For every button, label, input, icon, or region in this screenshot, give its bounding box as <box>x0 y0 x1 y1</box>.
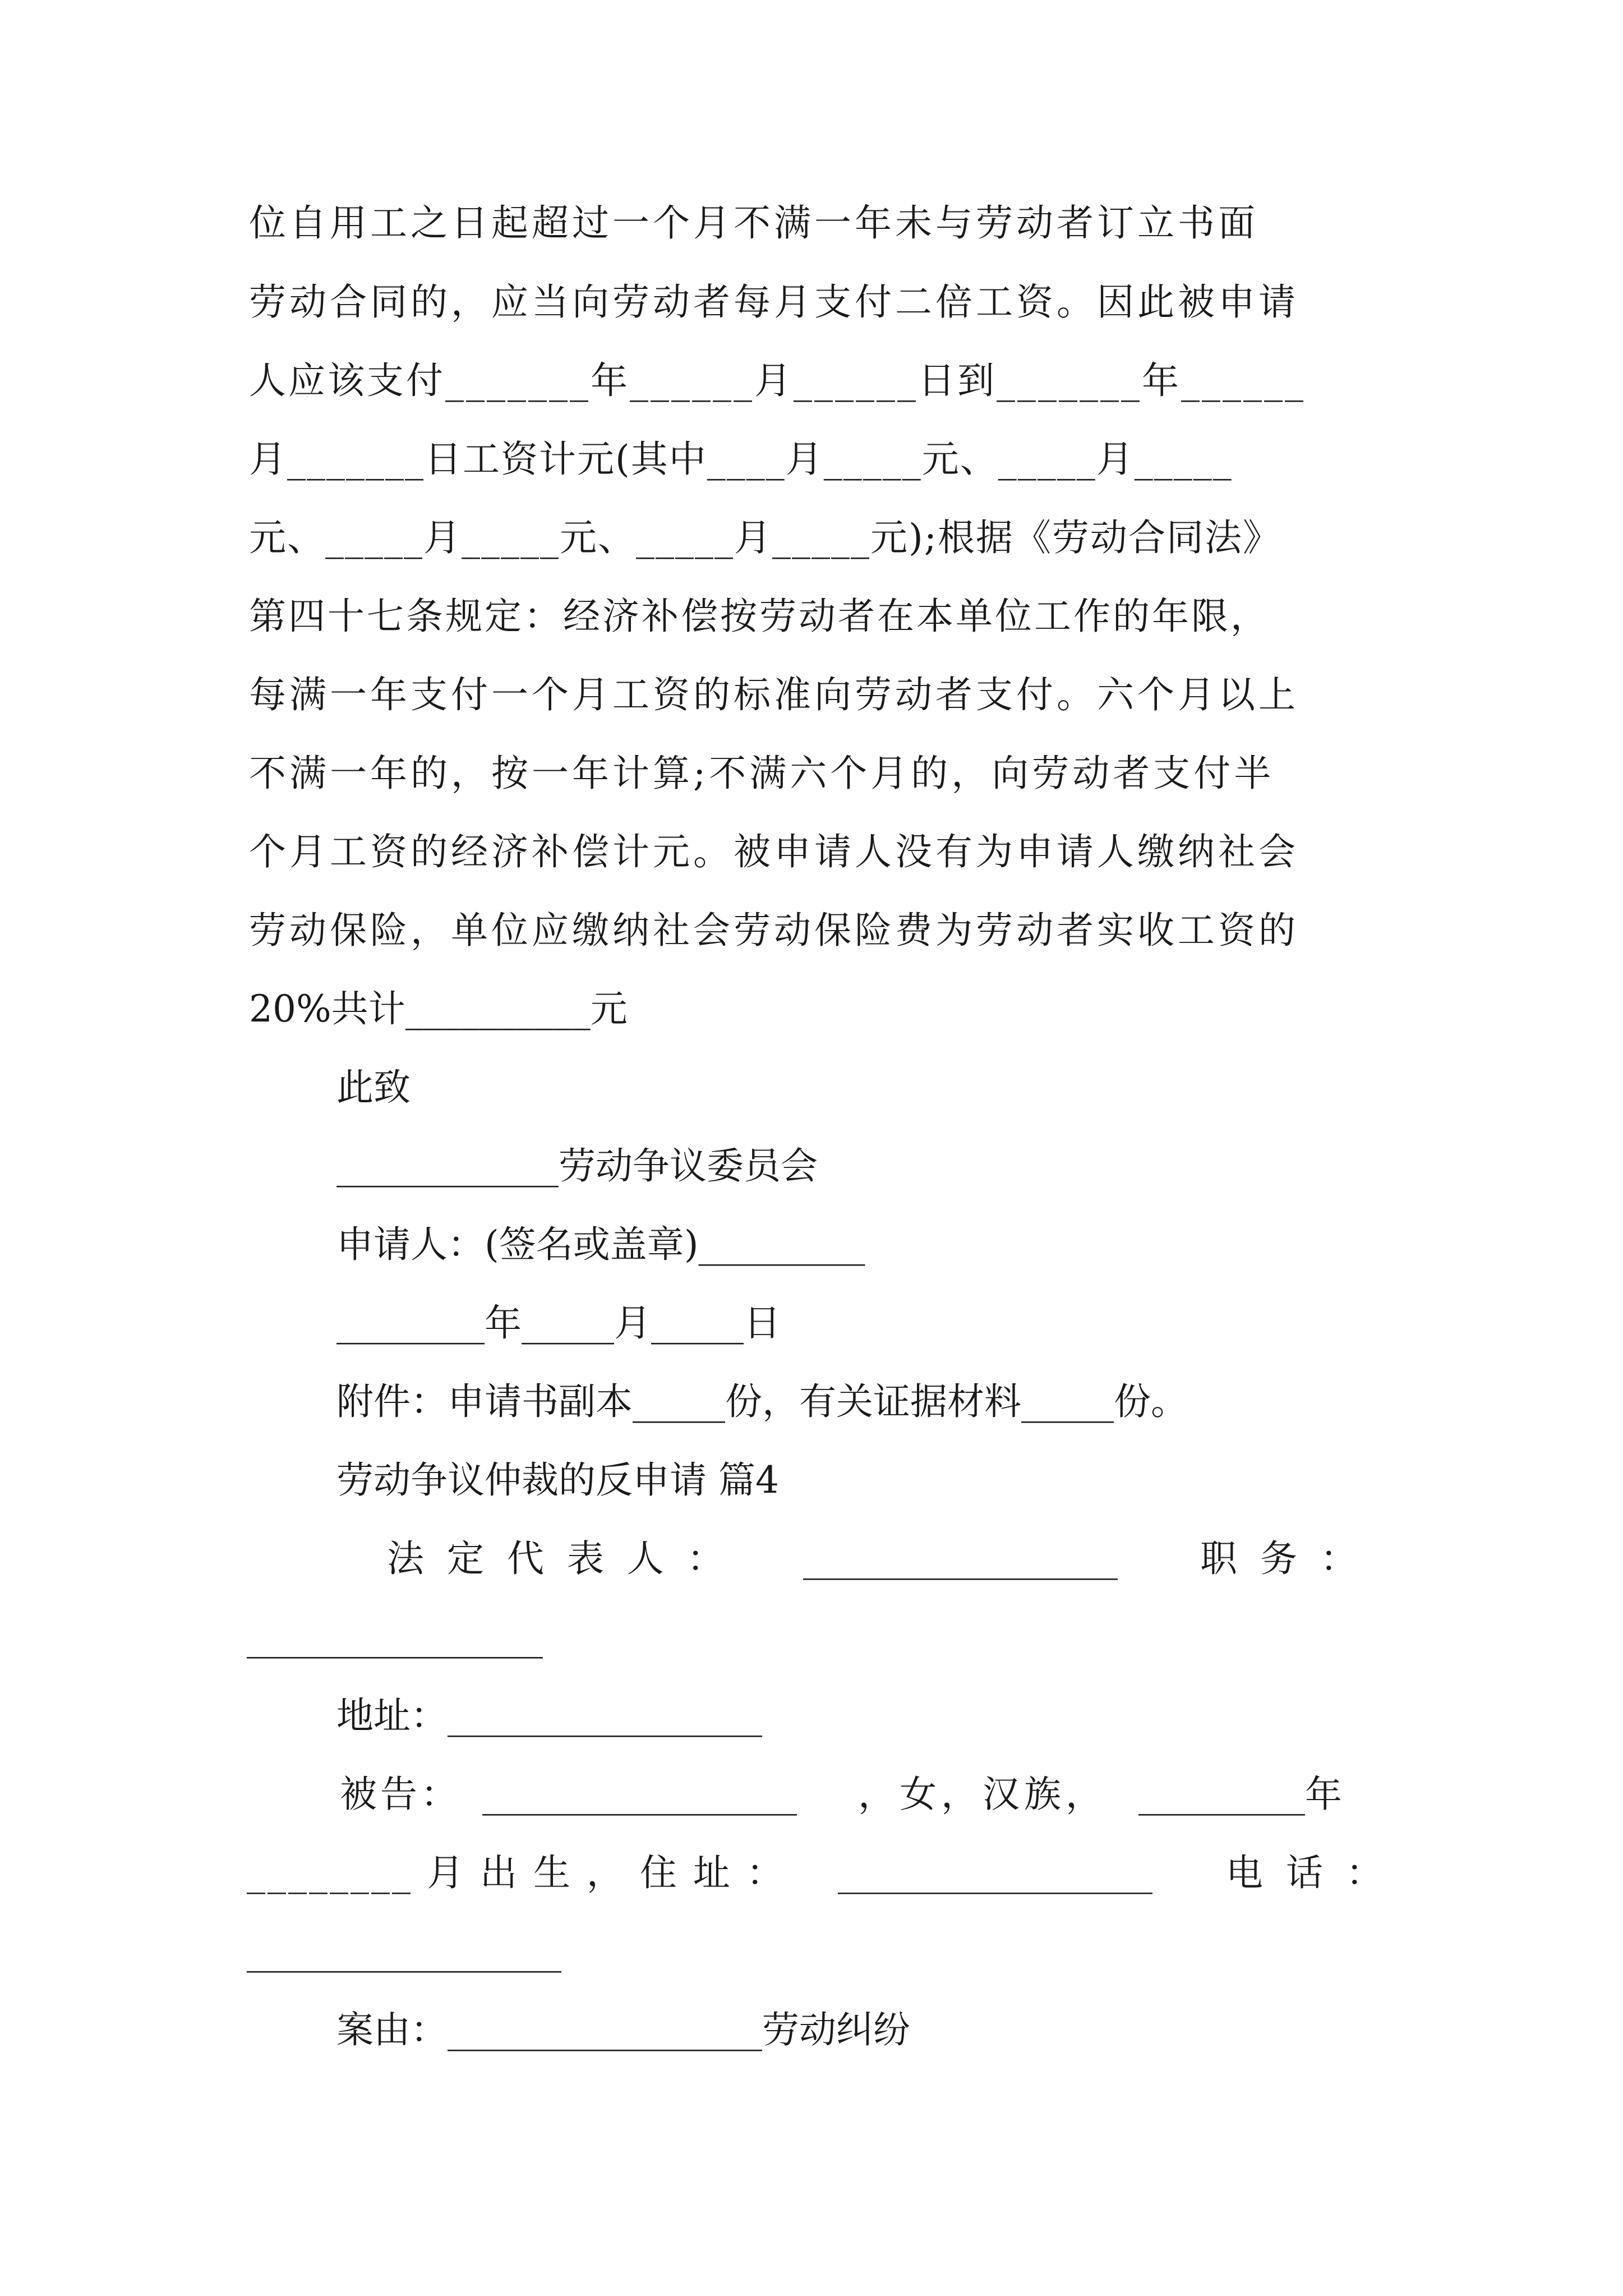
body-line: 人应该支付_______年______月______日到_______年______ <box>249 359 1306 402</box>
body-line: 位自用工之日起超过一个月不满一年未与劳动者订立书面 <box>249 201 1258 245</box>
body-line: 每满一年支付一个月工资的标准向劳动者支付。六个月以上 <box>249 673 1299 716</box>
committee-line: ____________劳动争议委员会 <box>336 1144 818 1188</box>
phone-label: 电 话 ： <box>1226 1851 1389 1894</box>
date-line: ________年_____月_____日 <box>336 1301 781 1345</box>
phone-blank: _________________ <box>247 1930 561 1973</box>
defendant-label: 被告： <box>340 1773 461 1816</box>
birth-year-blank: _________年 <box>1138 1773 1342 1816</box>
defendant-info: ，女，汉族， <box>858 1773 1107 1816</box>
body-line: 月_______日工资计元(其中____月_____元、_____月_____ <box>249 438 1233 481</box>
body-line: 劳动保险，单位应缴纳社会劳动保险费为劳动者实收工资的 <box>249 909 1299 952</box>
attachment-line: 附件：申请书副本_____份，有关证据材料_____份。 <box>336 1380 1188 1423</box>
body-line: 20%共计__________元 <box>249 987 628 1030</box>
cause-line: 案由：_________________劳动纠纷 <box>336 2008 910 2051</box>
body-line: 第四十七条规定：经济补偿按劳动者在本单位工作的年限， <box>249 595 1270 638</box>
body-line: 元、_____月_____元、_____月_____元);根据《劳动合同法》 <box>249 516 1281 559</box>
applicant-signature-line: 申请人：(签名或盖章)_________ <box>336 1223 865 1266</box>
birth-month-residence: ________ 月 出 生 ， 住 址 ： <box>247 1851 786 1894</box>
legal-rep-blank: _________________ <box>803 1537 1118 1580</box>
position-label: 职 务 ： <box>1200 1537 1363 1580</box>
salutation: 此致 <box>336 1066 411 1109</box>
section-heading: 劳动争议仲裁的反申请 篇4 <box>336 1458 779 1502</box>
body-line: 个月工资的经济补偿计元。被申请人没有为申请人缴纳社会 <box>249 830 1299 873</box>
position-blank: ________________ <box>247 1616 543 1659</box>
address-line: 地址：_________________ <box>336 1694 762 1737</box>
body-line: 不满一年的，按一年计算;不满六个月的，向劳动者支付半 <box>249 752 1275 795</box>
residence-blank: _________________ <box>838 1851 1152 1894</box>
legal-rep-label: 法 定 代 表 人 ： <box>387 1537 730 1580</box>
body-line: 劳动合同的，应当向劳动者每月支付二倍工资。因此被申请 <box>249 280 1299 324</box>
defendant-blank: _________________ <box>482 1773 797 1816</box>
